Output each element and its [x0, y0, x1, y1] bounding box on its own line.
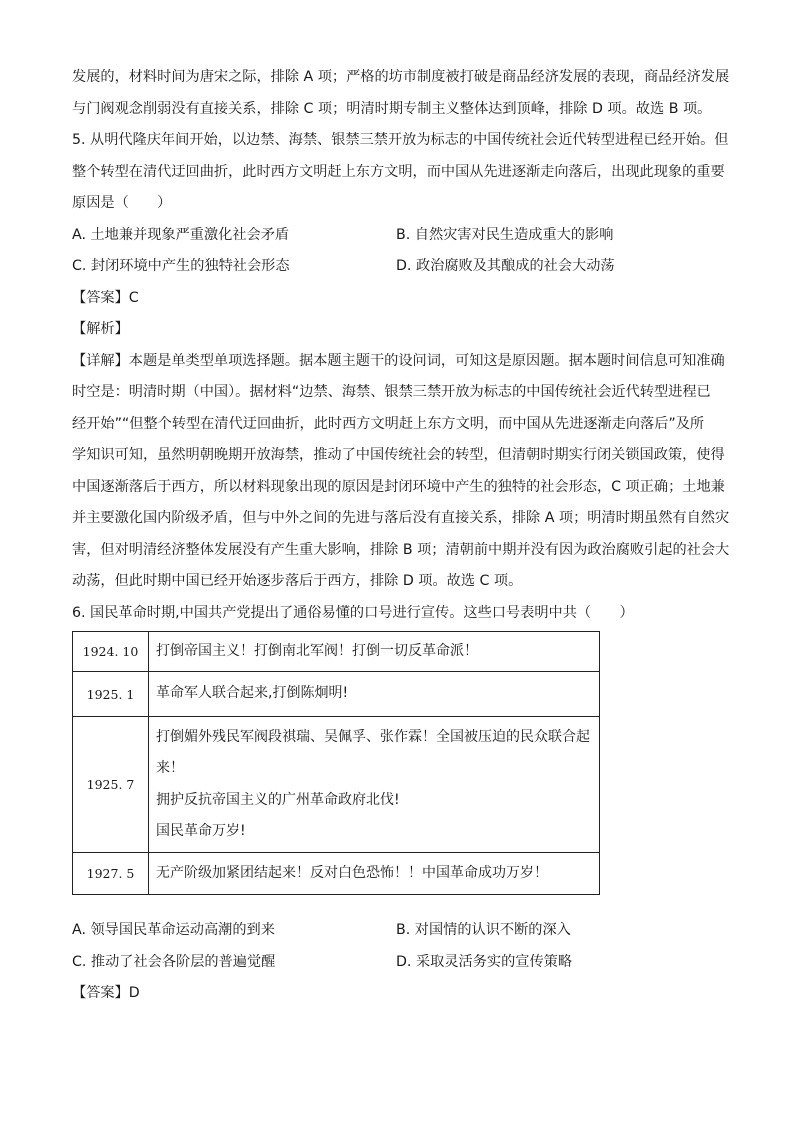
slogan-line: 打倒媚外残民军阀段祺瑞、吴佩孚、张作霖！全国被压迫的民众联合起 — [156, 728, 590, 745]
table-date-cell: 1924. 10 — [73, 632, 149, 672]
q5-option-c[interactable]: C. 封闭环境中产生的独特社会形态 — [72, 258, 290, 274]
table-slogan-cell — [149, 632, 600, 672]
q5-stem-line-2: 整个转型在清代迂回曲折，此时西方文明赶上东方文明，而中国从先进逐渐走向落后，出现此现象的重要 — [72, 163, 725, 180]
table-row — [73, 853, 600, 895]
table-date-cell: 1925. 1 — [73, 672, 149, 717]
q5-detail-line-7: 害，但对明清经济整体发展没有产生重大影响，排除 B 项；清朝前中期并没有因为政治腐败引起的社会大 — [72, 541, 730, 558]
slogan-line: 来！ — [156, 760, 184, 776]
q6-option-d[interactable]: D. 采取灵活务实的宣传策略 — [396, 953, 573, 970]
q5-stem-line-1: 5. 从明代隆庆年间开始，以边禁、海禁、银禁三禁开放为标志的中国传统社会近代转型进程已经开始。但 — [72, 132, 729, 148]
q5-answer: 【答案】C — [72, 289, 139, 306]
continued-line-2: 与门阀观念削弱没有直接关系，排除 C 项；明清时期专制主义整体达到顶峰，排除 D 项。故选 B 项。 — [72, 100, 712, 117]
slogan-line: 拥护反抗帝国主义的广州革命政府北伐! — [156, 791, 400, 808]
slogan-table — [72, 631, 600, 895]
q5-detail-line-2: 时空是：明清时期（中国）。据材料“边禁、海禁、银禁三禁开放为标志的中国传统社会近代转型进程已 — [72, 384, 711, 400]
q5-analysis-label: 【解析】 — [72, 321, 129, 337]
q6-option-a[interactable]: A. 领导国民革命运动高潮的到来 — [72, 922, 275, 938]
slogan-line: 无产阶级加紧团结起来！反对白色恐怖！！中国革命成功万岁！ — [156, 864, 548, 881]
continued-line-1: 发展的，材料时间为唐宋之际，排除 A 项；严格的坊市制度被打破是商品经济发展的表现，商品经济发展 — [72, 69, 730, 85]
q6-options-row-1 — [72, 915, 726, 947]
q6-option-b[interactable]: B. 对国情的认识不断的深入 — [396, 922, 571, 938]
q6-option-c[interactable]: C. 推动了社会各阶层的普遍觉醒 — [72, 953, 276, 970]
q5-option-d[interactable]: D. 政治腐败及其酿成的社会大动荡 — [396, 258, 615, 274]
slogan-line: 打倒帝国主义！打倒南北军阀！打倒一切反革命派！ — [156, 642, 478, 659]
table-slogan-cell — [149, 853, 600, 895]
q5-detail-line-5: 中国逐渐落后于西方，所以材料现象出现的原因是封闭环境中产生的独特的社会形态，C 项正确；土地兼 — [72, 478, 725, 495]
q6-stem: 6. 国民革命时期,中国共产党提出了通俗易懂的口号进行宣传。这些口号表明中共（ ） — [72, 604, 634, 621]
q6-options-row-2 — [72, 947, 726, 979]
table-row — [73, 632, 600, 672]
table-row — [73, 717, 600, 853]
q5-detail-line-6: 并主要激化国内阶级矛盾，但与中外之间的先进与落后没有直接关系，排除 A 项；明清时期虽然有自然灾 — [72, 510, 730, 526]
table-slogan-cell — [149, 672, 600, 717]
table-date-cell: 1927. 5 — [73, 853, 149, 895]
q5-stem-line-3: 原因是（ ） — [72, 195, 172, 211]
q5-detail-line-1: 【详解】本题是单类型单项选择题。据本题主题干的设问词，可知这是原因题。据本题时间信息可知准确 — [72, 352, 725, 369]
q5-option-b[interactable]: B. 自然灾害对民生造成重大的影响 — [396, 226, 614, 243]
q6-answer: 【答案】D — [72, 985, 140, 1001]
q5-detail-line-8: 动荡，但此时期中国已经开始逐步落后于西方，排除 D 项。故选 C 项。 — [72, 573, 523, 589]
table-row — [73, 672, 600, 717]
q5-options-row-1 — [72, 220, 726, 252]
q5-detail-line-4: 学知识可知，虽然明朝晚期开放海禁，推动了中国传统社会的转型，但清朝时期实行闭关锁国政策，使得 — [72, 447, 725, 463]
q5-options-row-2 — [72, 251, 726, 283]
table-date-cell: 1925. 7 — [73, 717, 149, 853]
slogan-line: 国民革命万岁! — [156, 823, 246, 839]
document-page — [72, 62, 730, 1010]
table-slogan-cell — [149, 717, 600, 853]
q5-detail-line-3: 经开始”“但整个转型在清代迂回曲折，此时西方文明赶上东方文明，而中国从先进逐渐走向落后”及所 — [72, 415, 705, 432]
slogan-line: 革命军人联合起来,打倒陈炯明! — [156, 685, 349, 702]
q5-option-a[interactable]: A. 土地兼并现象严重激化社会矛盾 — [72, 226, 290, 243]
